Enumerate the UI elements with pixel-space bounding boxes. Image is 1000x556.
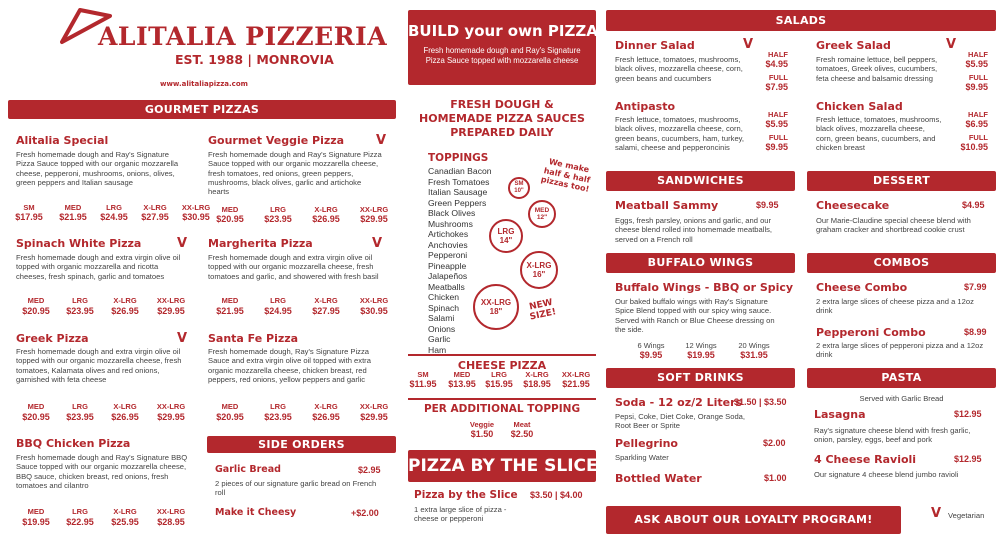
bbq-desc: Fresh homemade dough and Ray's Signature BBQ Sauce topped with our organic mozzarella cheese, BBQ sauce, chicken breast, red onions, fresh tomatoes and cilantro [16,453,188,490]
wings-name: Buffalo Wings - BBQ or Spicy [615,281,794,294]
topping-item: Black Olives [428,208,476,218]
spinach-name: Spinach White Pizza [16,237,142,250]
pasta-header: PASTA [807,368,996,388]
soda-desc: Pepsi, Coke, Diet Coke, Orange Soda, Root Beer or Sprite [615,412,746,431]
veggie-size-labels: MED LRG X-LRG XX-LRG [221,205,389,214]
cheesecake-price: $4.95 [962,200,985,210]
veggie-prices: $20.95 $23.95 $26.95 $29.95 [216,214,388,224]
bbq-prices: $19.95 $22.95 $25.95 $28.95 [22,517,185,527]
alitalia-prices: $17.95 $21.95 $24.95 $27.95 $30.95 [15,212,210,222]
wings-header: BUFFALO WINGS [606,253,795,273]
margherita-prices: $21.95 $24.95 $27.95 $30.95 [216,306,388,316]
antipasto-prices: HALF $5.95 FULL $9.95 [765,110,788,152]
vegetarian-mark-icon: V [376,133,387,148]
chicken-salad-name: Chicken Salad [816,100,903,113]
dinner-salad-prices: HALF $4.95 FULL $7.95 [765,50,788,92]
meatball-name: Meatball Sammy [615,199,719,212]
combos-header: COMBOS [807,253,996,273]
veggie-desc: Fresh homemade dough and Ray's Signature Pizza Sauce topped with our organic mozzarella cheese, fresh tomatoes, red onions, green peppers, mushrooms, black olives, garlic and artichoke hearts [208,150,382,197]
brand-url[interactable]: www.alitaliapizza.com [160,80,248,88]
spinach-prices: $20.95 $23.95 $26.95 $29.95 [22,306,185,316]
wings-options: 6 Wings $9.95 12 Wings $19.95 20 Wings $31.95 [637,341,770,360]
cheese-prices: $11.95 $13.95 $15.95 $18.95 $21.95 [409,379,590,389]
pasta-note: Served with Garlic Bread [859,394,944,403]
greek-desc: Fresh homemade dough and extra virgin olive oil topped with our organic mozzarella cheese, fresh tomatoes, Kalamata olives and red onions, garnished with feta cheese [16,347,182,384]
size-circle: MED 12" [528,200,556,228]
slice-price: $3.50 | $4.00 [530,490,583,500]
spinach-desc: Fresh homemade dough and extra virgin olive oil topped with organic mozzarella and ricotta cheeses, fresh spinach, garlic and tomatoes [16,253,181,281]
vegetarian-mark-icon: V [743,37,754,52]
meat-topping-price: $2.50 [510,429,534,439]
topping-item: Pineapple [428,260,467,271]
pellegrino-name: Pellegrino [615,437,678,450]
lasagna-name: Lasagna [814,408,866,421]
santafe-size-labels: MED LRG X-LRG XX-LRG [221,402,389,411]
pepperoni-combo-desc: 2 extra large slices of pepperoni pizza and a 12oz drink [816,341,984,360]
lasagna-desc: Ray's signature cheese blend with fresh garlic, onion, parsley, eggs, beef and pork [814,426,971,445]
bbq-size-labels: MED LRG X-LRG XX-LRG [27,507,186,516]
antipasto-name: Antipasto [615,100,676,113]
topping-item: Chicken [428,292,460,302]
chicken-salad-desc: Fresh lettuce, tomatoes, mushrooms, black olives, mozzarella cheese, corn, green beans, cucumbers, and chicken breast [816,115,942,152]
greek-salad-prices: HALF $5.95 FULL $9.95 [965,50,988,92]
salads-header: SALADS [606,10,996,31]
topping-item: Green Peppers [428,197,487,208]
build-subtitle: FRESH DOUGH & HOMEMADE PIZZA SAUCES PREPARED DAILY [419,98,585,139]
topping-item: Fresh Tomatoes [428,176,490,187]
garlic-bread-desc: 2 pieces of our signature garlic bread on French roll [215,479,377,498]
alitalia-name: Alitalia Special [16,134,109,147]
topping-item: Artichokes [428,229,469,239]
greek-prices: $20.95 $23.95 $26.95 $29.95 [22,412,185,422]
pepperoni-combo-name: Pepperoni Combo [816,326,926,339]
alitalia-desc: Fresh homemade dough and Ray's Signature Pizza Sauce topped with our organic mozzarella cheese, pepperoni, mushrooms, onions, olives, green peppers and Italian sausage [16,150,179,187]
meat-topping-label: Meat [513,420,531,429]
cheese-combo-name: Cheese Combo [816,281,908,294]
topping-price-title: PER ADDITIONAL TOPPING [408,398,596,415]
brand-est: EST. 1988 | MONROVIA [175,52,334,67]
size-circle: LRG 14" [489,219,523,253]
vegetarian-mark-icon: V [946,37,957,52]
side-orders-header: SIDE ORDERS [207,436,396,453]
build-banner [408,10,596,85]
dinner-salad-desc: Fresh lettuce, tomatoes, mushrooms, black olives, mozzarella cheese, corn, green beans and cucumbers [615,55,743,83]
santafe-name: Santa Fe Pizza [208,332,299,345]
topping-item: Ham [428,344,447,355]
ravioli-desc: Our signature 4 cheese blend jumbo ravioli [814,470,959,479]
santafe-prices: $20.95 $23.95 $26.95 $29.95 [216,412,388,422]
new-size-note: NEW SIZE! [528,297,558,323]
meatball-price: $9.95 [756,200,779,210]
cheesecake-desc: Our Marie-Claudine special cheese blend with graham cracker and shortbread cookie crust [816,216,971,235]
pellegrino-desc: Sparkling Water [615,453,669,462]
soda-name: Soda - 12 oz/2 Liters [615,396,743,409]
ravioli-price: $12.95 [954,454,982,464]
vegetarian-mark-icon: V [372,236,383,251]
cheese-pizza-title: CHEESE PIZZA [408,354,596,372]
margherita-name: Margherita Pizza [208,237,313,250]
topping-item: Mushrooms [428,218,473,229]
dessert-header: DESSERT [807,171,996,191]
antipasto-desc: Fresh lettuce, tomatoes, mushrooms, black olives, mozzarella cheese, corn, green beans, cucumbers, ham, turkey, salami, cheese and pepperoncinis [615,115,745,152]
cheesy-price: +$2.00 [351,508,379,518]
greek-name: Greek Pizza [16,332,89,345]
dinner-salad-name: Dinner Salad [615,39,695,52]
build-title: BUILD your own PIZZA [408,22,598,40]
santafe-desc: Fresh homemade dough, Ray's Signature Pizza Sauce and extra virgin olive oil topped with extra organic mozzarella cheese, chicken breast, red peppers, red onions, yellow peppers and garlic [208,347,371,384]
topping-item: Spinach [428,302,460,313]
topping-item: Onions [428,323,456,334]
vegetarian-legend-icon: V [931,506,942,521]
cheesecake-name: Cheesecake [816,199,890,212]
slice-name: Pizza by the Slice [414,489,518,501]
vegetarian-mark-icon: V [177,331,188,346]
meatball-desc: Eggs, fresh parsley, onions and garlic, and our cheese blend rolled into homemade meatballs, served on a French roll [615,216,773,244]
vegetarian-mark-icon: V [177,236,188,251]
loyalty-banner[interactable]: ASK ABOUT OUR LOYALTY PROGRAM! [606,506,901,534]
water-price: $1.00 [764,473,787,483]
bbq-name: BBQ Chicken Pizza [16,437,131,450]
garlic-bread-name: Garlic Bread [215,464,281,475]
greek-size-labels: MED LRG X-LRG XX-LRG [27,402,186,411]
toppings-title: TOPPINGS [428,152,489,164]
margherita-size-labels: MED LRG X-LRG XX-LRG [221,296,389,305]
soda-price: $1.50 | $3.50 [734,397,787,407]
build-desc: Fresh homemade dough and Ray's Signature Pizza Sauce topped with mozzarella cheese [423,46,581,65]
topping-item: Jalapeños [428,271,468,281]
topping-item: Pepperoni [428,250,468,260]
pepperoni-combo-price: $8.99 [964,327,987,337]
topping-item: Meatballs [428,281,465,292]
gourmet-header: GOURMET PIZZAS [8,100,396,119]
margherita-desc: Fresh homemade dough and extra virgin olive oil topped with our organic mozzarella cheese, fresh tomatoes and garlic, and showered with fresh basil [208,253,379,281]
topping-item: Garlic [428,334,451,344]
wings-desc: Our baked buffalo wings with Ray's Signature Spice Blend topped with our spicy wing sauce. Served with Ranch or Blue Cheese dressing on the side. [615,297,775,334]
topping-item: Salami [428,313,455,323]
topping-item: Italian Sausage [428,187,488,197]
veggie-topping-label: Veggie [469,420,495,429]
slice-banner: PIZZA BY THE SLICE [408,450,596,482]
cheese-size-labels: SM MED LRG X-LRG XX-LRG [417,370,591,379]
cheesy-name: Make it Cheesy [215,507,297,518]
pellegrino-price: $2.00 [763,438,786,448]
garlic-bread-price: $2.95 [358,465,381,475]
slice-desc: 1 extra large slice of pizza - cheese or pepperoni [414,505,507,524]
size-circle: X-LRG 16" [520,251,558,289]
chicken-salad-prices: HALF $6.95 FULL $10.95 [960,110,988,152]
greek-salad-name: Greek Salad [816,39,891,52]
ravioli-name: 4 Cheese Ravioli [814,453,917,466]
spinach-size-labels: MED LRG X-LRG XX-LRG [27,296,186,305]
topping-item: Canadian Bacon [428,166,492,176]
size-circle: XX-LRG 18" [473,284,519,330]
cheese-combo-price: $7.99 [964,282,987,292]
topping-item: Anchovies [428,239,468,250]
lasagna-price: $12.95 [954,409,982,419]
cheese-combo-desc: 2 extra large slices of cheese pizza and a 12oz drink [816,297,974,316]
half-half-note: We make half & half pizzas too! [540,157,592,194]
size-circle: SM 10" [508,177,530,199]
water-name: Bottled Water [615,472,702,485]
veggie-name: Gourmet Veggie Pizza [208,134,345,147]
toppings-list [428,166,492,355]
brand-name: ALITALIA PIZZERIA [98,22,388,51]
veggie-topping-price: $1.50 [470,429,494,439]
alitalia-size-labels: SM MED LRG X-LRG XX-LRG [23,203,211,212]
greek-salad-desc: Fresh romaine lettuce, bell peppers, tomatoes, Greek olives, cucumbers, feta cheese and balsamic dressing [816,55,938,83]
drinks-header: SOFT DRINKS [606,368,795,388]
sandwiches-header: SANDWICHES [606,171,795,191]
vegetarian-legend-label: Vegetarian [948,511,985,520]
